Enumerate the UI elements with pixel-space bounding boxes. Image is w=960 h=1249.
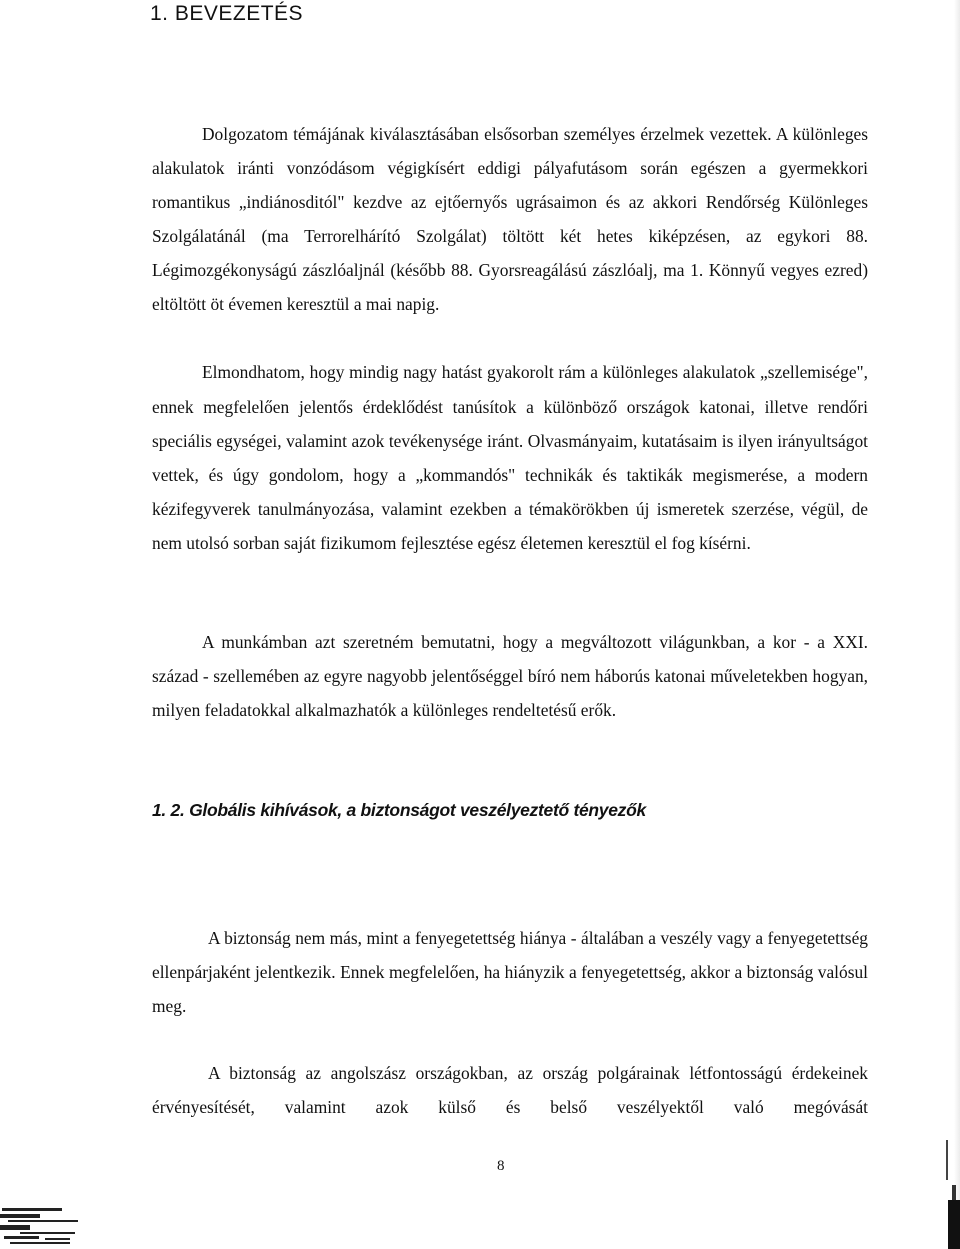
section-paragraph-1: A biztonság nem más, mint a fenyegetettség hiánya - általában a veszély vagy a fenyegetettség ellenpárjaként jelentkezik. Ennek megfelelően, ha hiányzik a fenyegetettség, akkor a biztonság valósul meg. <box>152 928 868 1017</box>
intro-paragraph-2: Elmondhatom, hogy mindig nagy hatást gyakorolt rám a különleges alakulatok „szellemisége", ennek megfelelően jelentős érdeklődést tanúsítok a különböző országok katonai, illetve rendőri speciális egységei, valamint azok tevékenysége iránt. Olvasmányaim, kutatásaim is ilyen irányultságot vettek, és úgy gondolom, hogy a „kommandós" technikák és taktikák megismerése, a modern kézifegyverek tanulmányozása, valamint ezekben a témakörökben új ismeretek szerzése, végül, de nem utolsó sorban saját fizikumom fejlesztése egész életemen keresztül el fog kísérni. <box>152 362 868 554</box>
chapter-title: 1. BEVEZETÉS <box>150 2 304 25</box>
scan-edge-shadow <box>954 0 960 1249</box>
section-heading: 1. 2. Globális kihívások, a biztonságot veszélyeztető tényezők <box>152 800 646 820</box>
intro-paragraph-3: A munkámban azt szeretném bemutatni, hogy a megváltozott világunkban, a kor - a XXI. század - szellemében az egyre nagyobb jelentőséggel bíró nem háborús katonai műveletekben hogyan, milyen feladatokkal alkalmazhatók a különleges rendeltetésű erők. <box>152 632 868 721</box>
scan-artifact-icon <box>0 1198 90 1249</box>
page-number: 8 <box>497 1158 505 1174</box>
section-paragraph-2: A biztonság az angolszász országokban, az ország polgárainak létfontosságú érdekeinek érvényesítését, valamint azok külső és belső veszélyektől való megóvását <box>152 1063 868 1118</box>
scan-artifact-icon <box>938 1140 960 1249</box>
intro-paragraph-1: Dolgozatom témájának kiválasztásában elsősorban személyes érzelmek vezettek. A különleges alakulatok iránti vonzódásom végigkísért eddigi pályafutásom során egészen a gyermekkori romantikus „indiánosditól" kezdve az ejtőernyős ugrásaimon és az akkori Rendőrség Különleges Szolgálatánál (ma Terrorelhárító Szolgálat) töltött két hetes kiképzésen, az egykori 88. Légimozgékonyságú zászlóaljnál (később 88. Gyorsreagálású zászlóalj, ma 1. Könnyű vegyes ezred) eltöltött öt évemen keresztül a mai napig. <box>152 124 868 315</box>
